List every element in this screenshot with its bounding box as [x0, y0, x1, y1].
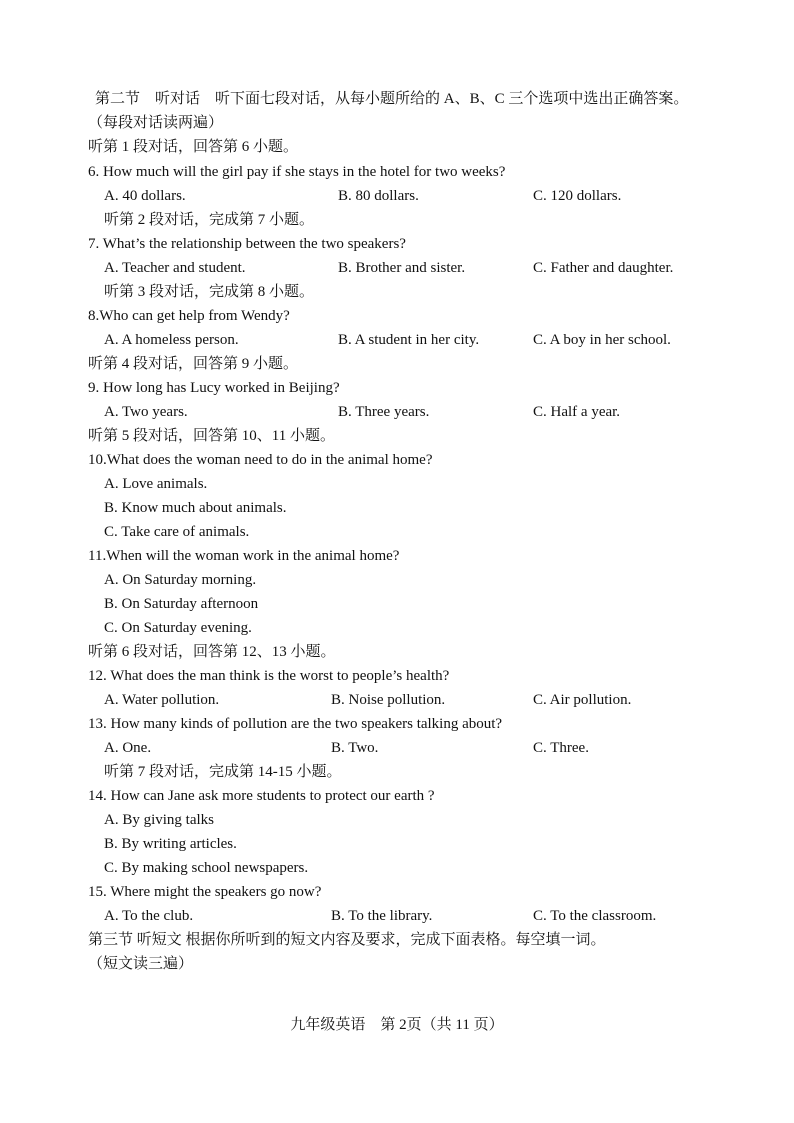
- question-9: 9. How long has Lucy worked in Beijing?: [88, 380, 340, 396]
- q7-option-c: C. Father and daughter.: [533, 260, 674, 276]
- instruction-5: 听第 5 段对话，回答第 10、11 小题。: [88, 428, 335, 444]
- q9-option-b: B. Three years.: [338, 404, 430, 420]
- q6-option-a: A. 40 dollars.: [104, 188, 186, 204]
- q15-option-a: A. To the club.: [104, 908, 194, 924]
- q12-option-b: B. Noise pollution.: [331, 692, 446, 708]
- instruction-1: 听第 1 段对话，回答第 6 小题。: [88, 139, 299, 155]
- question-8: 8.Who can get help from Wendy?: [88, 308, 290, 324]
- q13-option-c: C. Three.: [533, 740, 589, 756]
- question-10: 10.What does the woman need to do in the animal home?: [88, 452, 433, 468]
- question-15: 15. Where might the speakers go now?: [88, 884, 322, 900]
- section3-header: 第三节 听短文 根据你所听到的短文内容及要求，完成下面表格。每空填一词。: [88, 932, 606, 948]
- q13-option-a: A. One.: [104, 740, 152, 756]
- question-13: 13. How many kinds of pollution are the two speakers talking about?: [88, 716, 503, 732]
- section2-note: （每段对话读两遍）: [88, 115, 224, 131]
- q14-option-c: C. By making school newspapers.: [104, 860, 309, 876]
- page-footer: 九年级英语 第 2页（共 11 页）: [290, 1017, 504, 1033]
- section3-note: （短文读三遍）: [88, 956, 194, 972]
- q11-option-b: B. On Saturday afternoon: [104, 596, 259, 612]
- question-6: 6. How much will the girl pay if she stays in the hotel for two weeks?: [88, 164, 506, 180]
- q7-option-b: B. Brother and sister.: [338, 260, 466, 276]
- q7-option-a: A. Teacher and student.: [104, 260, 246, 276]
- q11-option-a: A. On Saturday morning.: [104, 572, 257, 588]
- q8-option-c: C. A boy in her school.: [533, 332, 671, 348]
- instruction-6: 听第 6 段对话，回答第 12、13 小题。: [88, 644, 336, 660]
- q9-option-c: C. Half a year.: [533, 404, 621, 420]
- question-12: 12. What does the man think is the worst to people’s health?: [88, 668, 450, 684]
- q6-option-b: B. 80 dollars.: [338, 188, 419, 204]
- question-14: 14. How can Jane ask more students to protect our earth ?: [88, 788, 435, 804]
- q12-option-c: C. Air pollution.: [533, 692, 632, 708]
- q14-option-b: B. By writing articles.: [104, 836, 237, 852]
- q15-option-b: B. To the library.: [331, 908, 433, 924]
- q14-option-a: A. By giving talks: [104, 812, 215, 828]
- q10-option-a: A. Love animals.: [104, 476, 208, 492]
- q10-option-b: B. Know much about animals.: [104, 500, 287, 516]
- q12-option-a: A. Water pollution.: [104, 692, 220, 708]
- instruction-2: 听第 2 段对话，完成第 7 小题。: [104, 212, 315, 228]
- section2-header: 第二节 听对话 听下面七段对话，从每小题所给的 A、B、C 三个选项中选出正确答案。: [95, 91, 689, 107]
- instruction-3: 听第 3 段对话，完成第 8 小题。: [104, 284, 315, 300]
- q13-option-b: B. Two.: [331, 740, 379, 756]
- instruction-7: 听第 7 段对话，完成第 14-15 小题。: [104, 764, 342, 780]
- instruction-4: 听第 4 段对话，回答第 9 小题。: [88, 356, 299, 372]
- q11-option-c: C. On Saturday evening.: [104, 620, 252, 636]
- q15-option-c: C. To the classroom.: [533, 908, 657, 924]
- question-11: 11.When will the woman work in the animal home?: [88, 548, 400, 564]
- q8-option-a: A. A homeless person.: [104, 332, 239, 348]
- q6-option-c: C. 120 dollars.: [533, 188, 622, 204]
- question-7: 7. What’s the relationship between the two speakers?: [88, 236, 406, 252]
- q9-option-a: A. Two years.: [104, 404, 188, 420]
- q10-option-c: C. Take care of animals.: [104, 524, 250, 540]
- q8-option-b: B. A student in her city.: [338, 332, 480, 348]
